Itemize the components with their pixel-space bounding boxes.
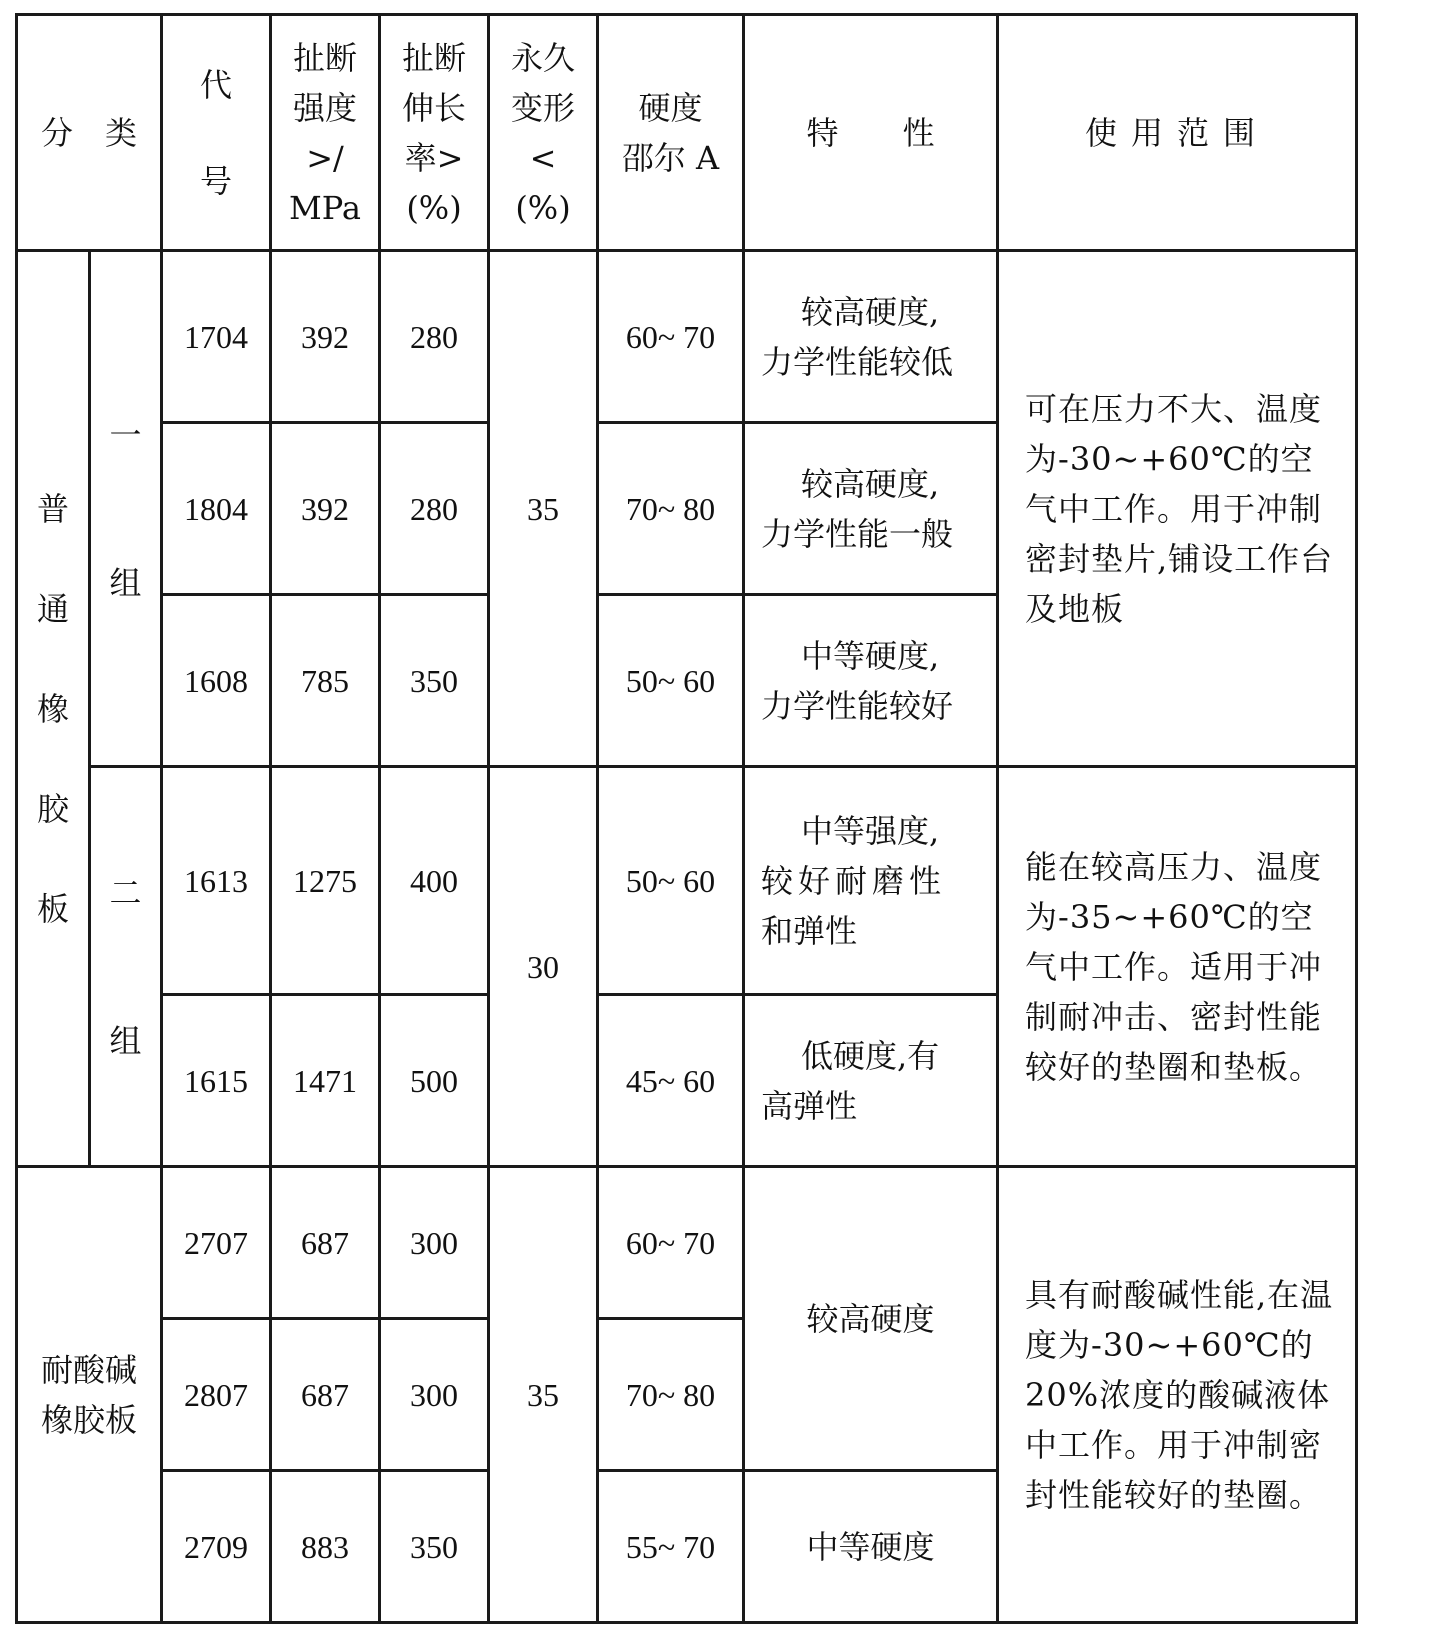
- hardness-cell: 45~ 60: [598, 995, 744, 1167]
- usage-cell: 具有耐酸碱性能,在温度为-30~+60℃的20%浓度的酸碱液体中工作。用于冲制密封性能较好的垫圈。: [998, 1167, 1357, 1623]
- subgroup-two: 二 组: [90, 767, 162, 1167]
- code-cell: 1608: [162, 595, 271, 767]
- usage-cell: 能在较高压力、温度为-35~+60℃的空气中工作。适用于冲制耐冲击、密封性能较好的垫圈和垫板。: [998, 767, 1357, 1167]
- hardness-cell: 55~ 70: [598, 1471, 744, 1623]
- property-cell: 较高硬度: [744, 1167, 998, 1471]
- strength-cell: 1471: [271, 995, 380, 1167]
- header-code: 代 号: [162, 15, 271, 251]
- property-cell: 中等硬度: [744, 1471, 998, 1623]
- strength-cell: 392: [271, 423, 380, 595]
- elongation-cell: 350: [380, 1471, 489, 1623]
- elongation-cell: 280: [380, 251, 489, 423]
- code-cell: 1804: [162, 423, 271, 595]
- code-cell: 2709: [162, 1471, 271, 1623]
- code-cell: 2707: [162, 1167, 271, 1319]
- permanent-set-cell: 30: [489, 767, 598, 1167]
- category-acid-alkali-rubber-sheet: 耐酸碱 橡胶板: [17, 1167, 162, 1623]
- table-row: [17, 251, 1357, 423]
- rubber-sheet-table: [15, 13, 1358, 1624]
- elongation-cell: 300: [380, 1167, 489, 1319]
- category-general-rubber-sheet: 普 通 橡 胶 板: [17, 251, 90, 1167]
- elongation-cell: 300: [380, 1319, 489, 1471]
- header-hardness: 硬度 邵尔 A: [598, 15, 744, 251]
- strength-cell: 785: [271, 595, 380, 767]
- property-cell: 低硬度,有 高弹性: [744, 995, 998, 1167]
- hardness-cell: 60~ 70: [598, 251, 744, 423]
- code-cell: 1613: [162, 767, 271, 995]
- header-tensile-strength: 扯断 强度 >/ MPa: [271, 15, 380, 251]
- header-row: [17, 15, 1357, 251]
- strength-cell: 883: [271, 1471, 380, 1623]
- subgroup-one: 一 组: [90, 251, 162, 767]
- strength-cell: 392: [271, 251, 380, 423]
- strength-cell: 687: [271, 1319, 380, 1471]
- strength-cell: 687: [271, 1167, 380, 1319]
- header-elongation: 扯断 伸长 率> (%): [380, 15, 489, 251]
- property-cell: 较高硬度, 力学性能一般: [744, 423, 998, 595]
- hardness-cell: 70~ 80: [598, 1319, 744, 1471]
- hardness-cell: 50~ 60: [598, 767, 744, 995]
- permanent-set-cell: 35: [489, 1167, 598, 1623]
- elongation-cell: 400: [380, 767, 489, 995]
- property-cell: 中等硬度, 力学性能较好: [744, 595, 998, 767]
- elongation-cell: 280: [380, 423, 489, 595]
- header-permanent-set: 永久 变形 < (%): [489, 15, 598, 251]
- property-cell: 较高硬度, 力学性能较低: [744, 251, 998, 423]
- hardness-cell: 70~ 80: [598, 423, 744, 595]
- table-row: [17, 1167, 1357, 1319]
- strength-cell: 1275: [271, 767, 380, 995]
- elongation-cell: 500: [380, 995, 489, 1167]
- header-category: 分 类: [17, 15, 162, 251]
- code-cell: 2807: [162, 1319, 271, 1471]
- permanent-set-cell: 35: [489, 251, 598, 767]
- hardness-cell: 50~ 60: [598, 595, 744, 767]
- usage-cell: 可在压力不大、温度为-30~+60℃的空气中工作。用于冲制密封垫片,铺设工作台及地板: [998, 251, 1357, 767]
- header-usage: 使用范围: [998, 15, 1357, 251]
- elongation-cell: 350: [380, 595, 489, 767]
- code-cell: 1615: [162, 995, 271, 1167]
- header-characteristics: 特 性: [744, 15, 998, 251]
- property-cell: 中等强度, 较好耐磨性 和弹性: [744, 767, 998, 995]
- hardness-cell: 60~ 70: [598, 1167, 744, 1319]
- code-cell: 1704: [162, 251, 271, 423]
- table-row: [17, 767, 1357, 995]
